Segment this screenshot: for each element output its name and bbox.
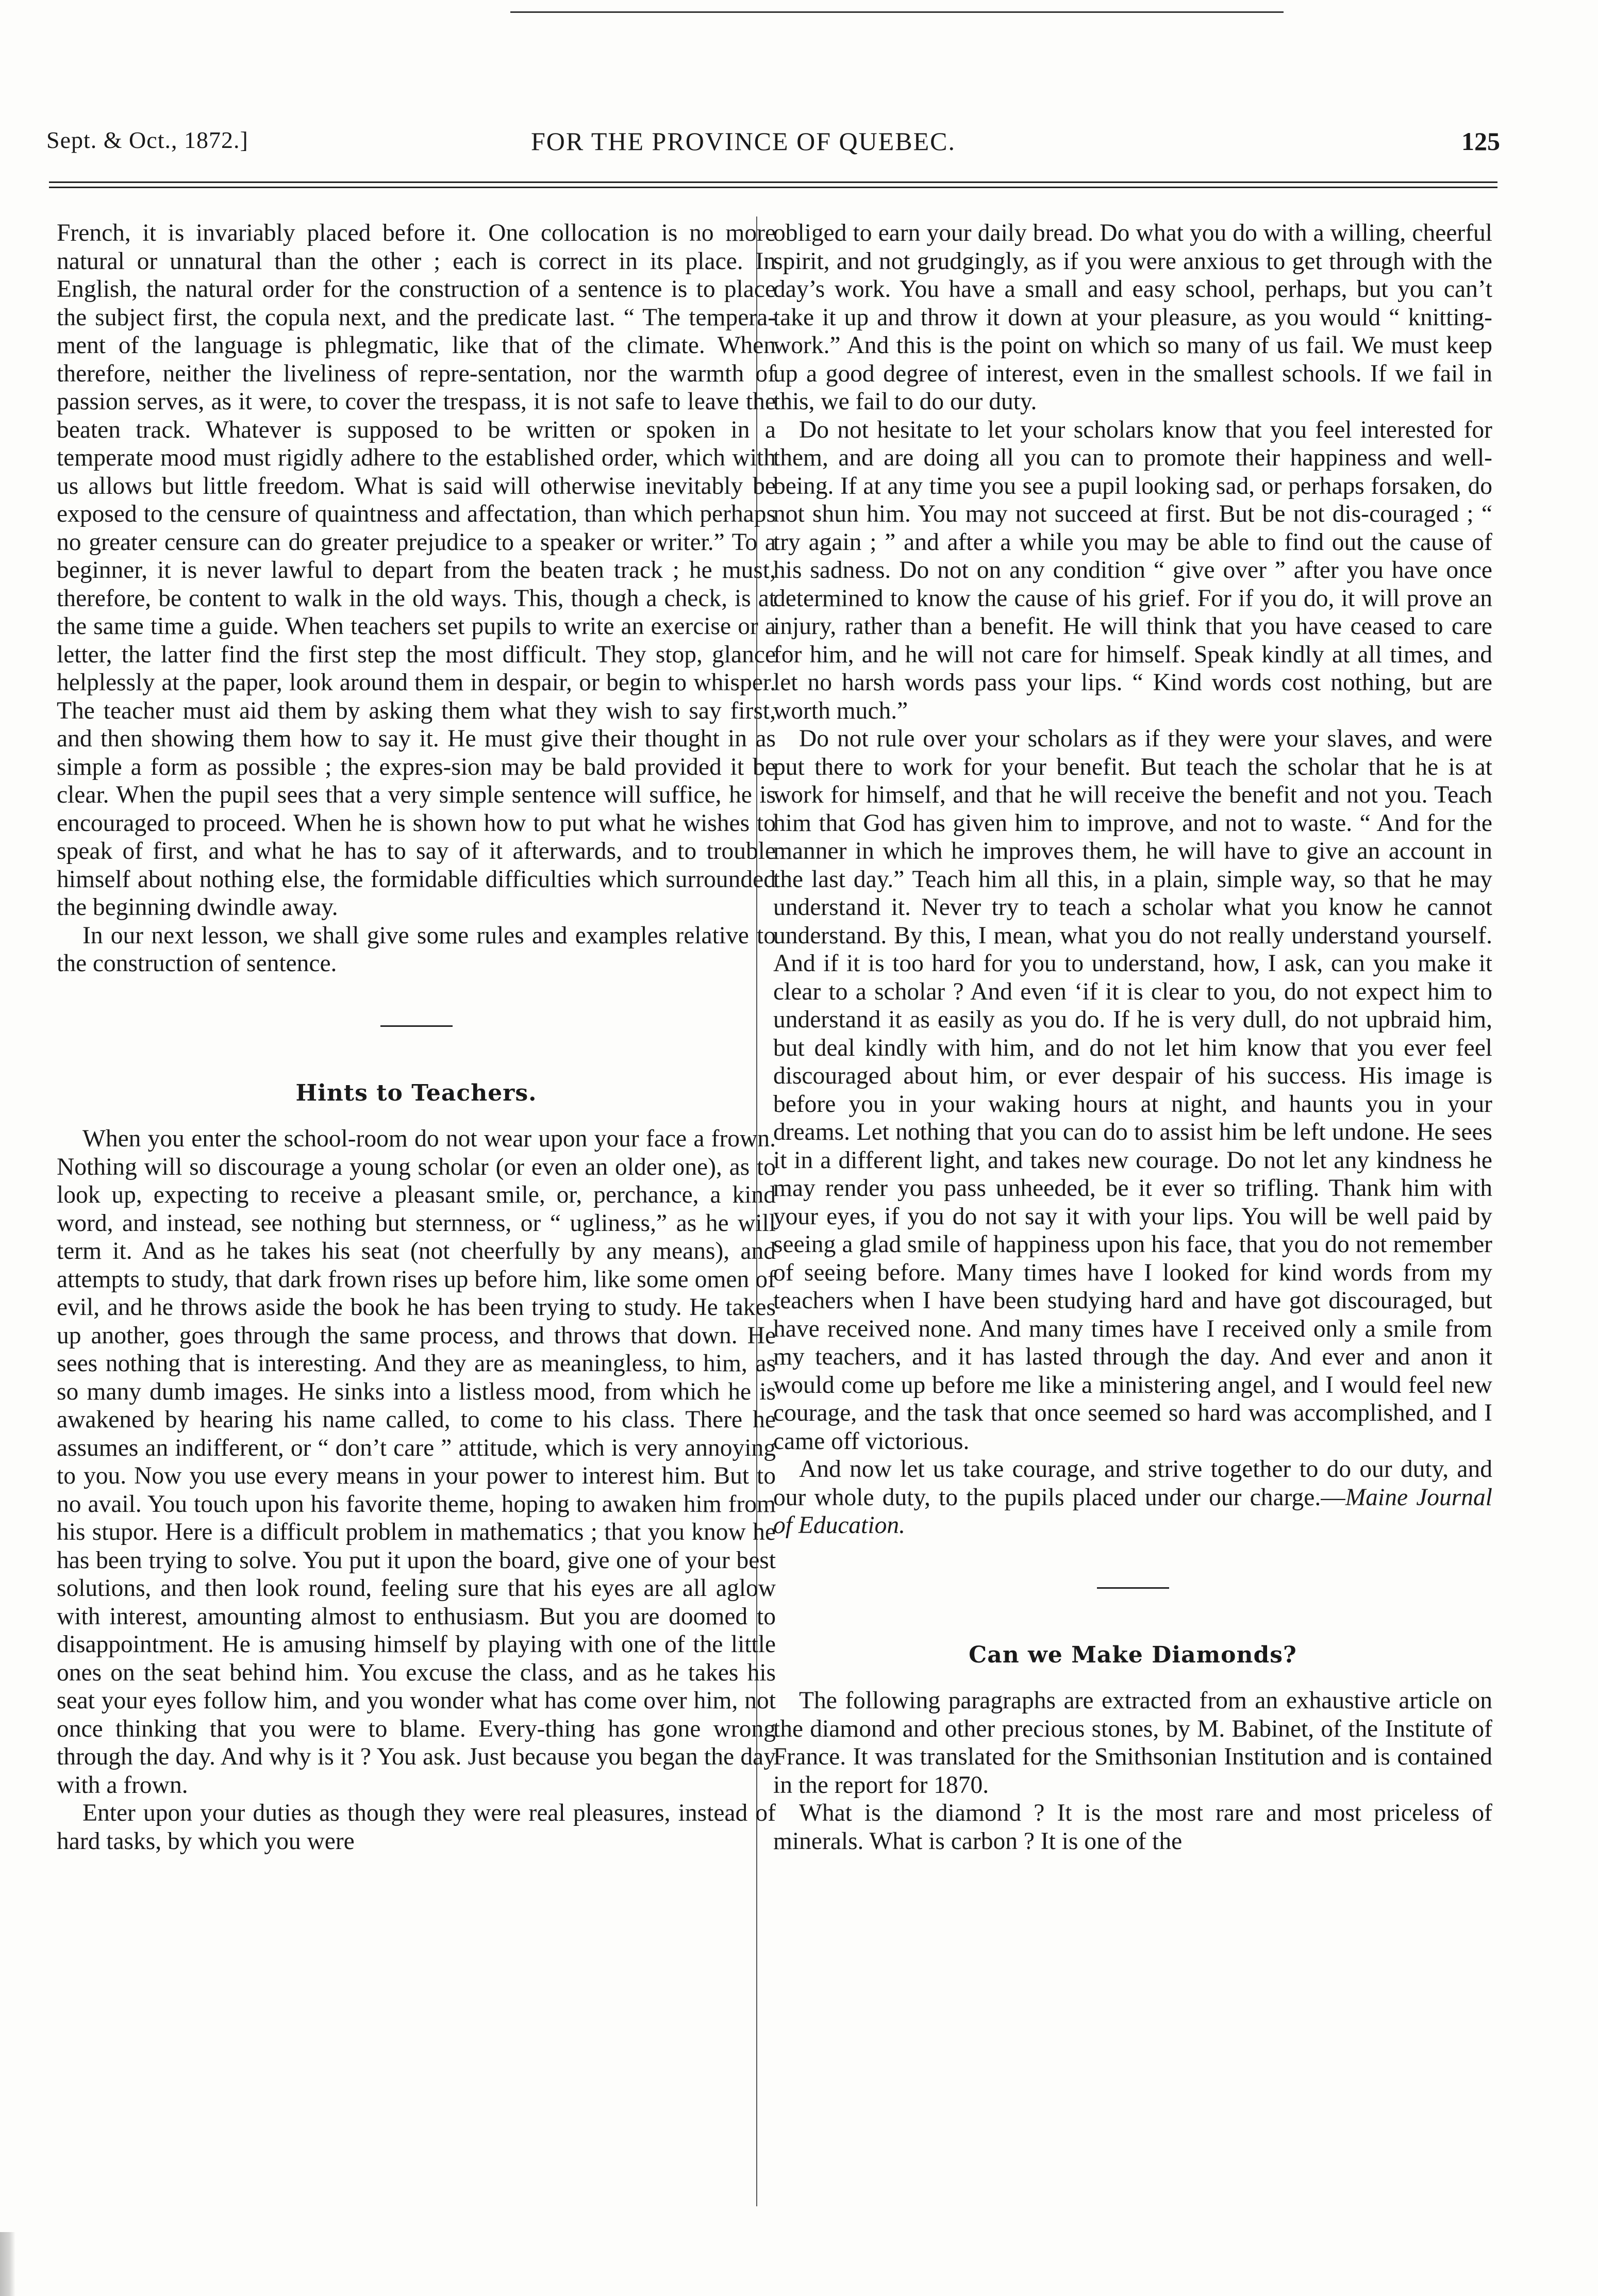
next-lesson-paragraph: In our next lesson, we shall give some rules and examples relative to the construction of sentence. xyxy=(57,922,776,977)
right-column xyxy=(773,219,1492,1855)
hints-continued-paragraph: obliged to earn your daily bread. Do what you do with a willing, cheerful spirit, and not grudgingly, as if you were anxious to get through with the day’s work. You have a small and easy school, perhaps, but you can’t take it up and throw it down at your pleasure, as you would “ knitting-work.” And this is the point on which so many of us fail. We must keep up a good degree of interest, even in the smallest schools. If we fail in this, we fail to do our duty. xyxy=(773,220,1492,415)
continued-paragraph: French, it is invariably placed before it. One collocation is no more natural or unnatural than the other ; each is correct in its place. In English, the natural order for the construction of a sentence is to place the subject first, the copula next, and the predicate last. “ The tempera-ment of the language is phlegmatic, like that of the climate. When therefore, neither the liveliness of repre-sentation, nor the warmth of passion serves, as it were, to cover the trespass, it is not safe to leave the beaten track. Whatever is supposed to be written or spoken in a temperate mood must rigidly adhere to the established order, which with us allows but little freedom. What is said will otherwise inevitably be exposed to the censure of quaintness and affectation, than which perhaps no greater censure can do greater prejudice to a speaker or writer.” To a beginner, it is never lawful to depart from the beaten track ; he must, therefore, be content to walk in the old ways. This, though a check, is at the same time a guide. When teachers set pupils to write an exercise or a letter, the latter find the first step the most difficult. They stop, glance helplessly at the paper, look around them in despair, or begin to whisper. The teacher must aid them by asking them what they wish to say first, and then showing them how to say it. He must give their thought in as simple a form as possible ; the expres-sion may be bald provided it be clear. When the pupil sees that a very simple sentence will suffice, he is encouraged to proceed. When he is shown how to put what he wishes to speak of first, and what he has to say of it afterwards, and to trouble himself about nothing else, the formidable difficulties which surrounded the beginning dwindle away. xyxy=(57,220,776,921)
closing-text: And now let us take courage, and strive together to do our duty, and our whole duty, to the pupils placed under our charge.— xyxy=(773,1456,1492,1511)
diamonds-paragraph-1: The following paragraphs are extracted from an exhaustive article on the diamond and other precious stones, by M. Babinet, of the Institute of France. It was translated for the Smithsonian Institution and is contained in the report for 1870. xyxy=(773,1687,1492,1799)
hints-paragraph-3: Do not hesitate to let your scholars know that you feel interested for them, and are doing all you can to promote their happiness and well-being. If at any time you see a pupil looking sad, or perhaps forsaken, do not shun him. You may not succeed at first. But be not dis-couraged ; “ try again ; ” and after a while you may be able to find out the cause of his sadness. Do not on any condition “ give over ” after you have once determined to know the cause of his grief. For if you do, it will prove an injury, rather than a benefit. He will think that you have ceased to care for him, and he will not care for himself. Speak kindly at all times, and let no harsh words pass your lips. “ Kind words cost nothing, but are worth much.” xyxy=(773,416,1492,724)
section-separator xyxy=(380,1025,453,1027)
running-title: FOR THE PROVINCE OF QUEBEC. xyxy=(531,127,956,156)
left-column xyxy=(57,219,776,1855)
page-number: 125 xyxy=(1461,127,1500,156)
diamonds-paragraph-2: What is the diamond ? It is the most rare and most priceless of minerals. What is carbon ? It is one of the xyxy=(773,1800,1492,1855)
hints-paragraph-1: When you enter the school-room do not wear upon your face a frown. Nothing will so discourage a young scholar (or even an older one), as to look up, expecting to receive a pleasant smile, or, perchance, a kind word, and instead, see nothing but sternness, or “ ugliness,” as he will term it. And as he takes his seat (not cheerfully by any means), and attempts to study, that dark frown rises up before him, like some omen of evil, and he throws aside the book he has been trying to study. He takes up another, goes through the same process, and throws that down. He sees nothing that is interesting. And they are as meaningless, to him, as so many dumb images. He sinks into a listless mood, from which he is awakened by hearing his name called, to come to his class. There he assumes an indifferent, or “ don’t care ” attitude, which is very annoying to you. Now you use every means in your power to interest him. But to no avail. You touch upon his favorite theme, hoping to awaken him from his stupor. Here is a difficult problem in mathematics ; that you know he has been trying to solve. You put it upon the board, give one of your best solutions, and then look round, feeling sure that his eyes are all aglow with interest, amounting almost to enthusiasm. But you are doomed to disappointment. He is amusing himself by playing with one of the little ones on the seat behind him. You excuse the class, and as he takes his seat your eyes follow him, and you wonder what has come over him, not once thinking that you were to blame. Every-thing has gone wrong through the day. And why is it ? You ask. Just because you began the day with a frown. xyxy=(57,1125,776,1799)
hints-paragraph-5 xyxy=(773,1455,1492,1540)
hints-paragraph-4: Do not rule over your scholars as if they were your slaves, and were put there to work for your benefit. But teach the scholar that he is at work for himself, and that he will receive the benefit and not you. Teach him that God has given him to improve, and not to waste. “ And for the manner in which he improves them, he will have to give an account in the last day.” Teach him all this, in a plain, simple way, so that he may understand it. Never try to teach a scholar what you know he cannot understand. By this, I mean, what you do not really understand yourself. And if it is too hard for you to understand, how, I ask, can you make it clear to a scholar ? And even ‘if it is clear to you, do not expect him to understand it as easily as you do. If he is very dull, do not upbraid him, but deal kindly with him, and do not let him know that you ever feel discouraged about him, or ever despair of his success. His image is before you in your waking hours at night, and haunts you in your dreams. Let nothing that you can do to assist him be left undone. He sees it in a different light, and takes new courage. Do not let any kindness he may render you pass unheeded, be it ever so trifling. Thank him with your eyes, if you do not say it with your lips. You will be well paid by seeing a glad smile of happiness upon his face, that you do not remember of seeing before. Many times have I looked for kind words from my teachers when I have been studying hard and have got discouraged, but have received none. And many times have I received only a smile from my teachers, and it has lasted through the day. And ever and anon it would come up before me like a ministering angel, and I would feel new courage, and the task that once seemed so hard was accomplished, and I came off victorious. xyxy=(773,725,1492,1455)
page-header xyxy=(46,126,1500,162)
issue-date: Sept. & Oct., 1872.] xyxy=(46,127,248,153)
section-separator-2 xyxy=(1097,1587,1169,1589)
hints-paragraph-2: Enter upon your duties as though they were real pleasures, instead of hard tasks, by which you were xyxy=(57,1800,776,1855)
header-double-rule xyxy=(49,181,1497,189)
page-edge-shadow xyxy=(0,2232,15,2296)
hints-heading: Hints to Teachers. xyxy=(295,1079,537,1106)
diamonds-heading: Can we Make Diamonds? xyxy=(969,1641,1297,1668)
source-citation: Maine Journal of Education. xyxy=(773,1484,1492,1539)
top-rule xyxy=(510,11,1284,13)
